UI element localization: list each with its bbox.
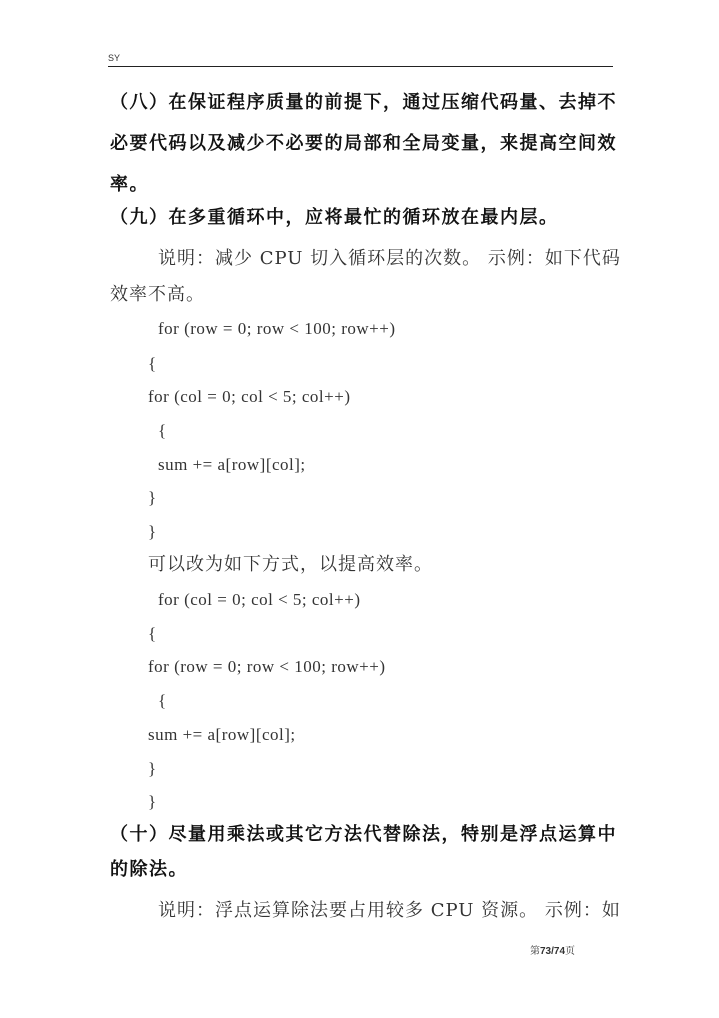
code-line: { (158, 421, 167, 440)
code-line: { (158, 691, 167, 710)
code-line: for (col = 0; col < 5; col++) (158, 590, 361, 609)
code-line: } (148, 488, 157, 507)
section10-heading-line1: （十）尽量用乘法或其它方法代替除法，特别是浮点运算中 (110, 824, 617, 845)
section9-transition-text: 可以改为如下方式，以提高效率。 (148, 554, 433, 575)
page-number (530, 942, 575, 957)
code-line: for (row = 0; row < 100; row++) (148, 657, 386, 676)
code-line: { (148, 354, 157, 373)
code-line: for (row = 0; row < 100; row++) (158, 319, 396, 338)
code-line: } (148, 522, 157, 541)
page-separator: / (551, 946, 554, 957)
code-line: } (148, 759, 157, 778)
page-prefix: 第 (530, 946, 540, 957)
page-header (108, 48, 613, 67)
code-line: { (148, 624, 157, 643)
section10-description: 说明：浮点运算除法要占用较多 CPU 资源。 示例：如 (158, 900, 621, 921)
section9-description-line1: 说明：减少 CPU 切入循环层的次数。 示例：如下代码 (158, 248, 621, 269)
page-current: 73 (540, 946, 552, 957)
section8-heading-line2: 必要代码以及减少不必要的局部和全局变量，来提高空间效 (110, 133, 617, 154)
code-line: sum += a[row][col]; (158, 455, 306, 474)
section8-heading-line1: （八）在保证程序质量的前提下，通过压缩代码量、去掉不 (110, 92, 617, 113)
code-line: for (col = 0; col < 5; col++) (148, 387, 351, 406)
section9-description-line2: 效率不高。 (110, 284, 205, 305)
section9-heading: （九）在多重循环中，应将最忙的循环放在最内层。 (110, 207, 559, 228)
section8-heading-line3: 率。 (110, 174, 149, 195)
section10-heading-line2: 的除法。 (110, 859, 188, 880)
code-line: sum += a[row][col]; (148, 725, 296, 744)
code-line: } (148, 792, 157, 811)
page-total: 74 (553, 946, 566, 957)
header-label: SY (108, 53, 121, 63)
page-suffix: 页 (565, 946, 576, 957)
